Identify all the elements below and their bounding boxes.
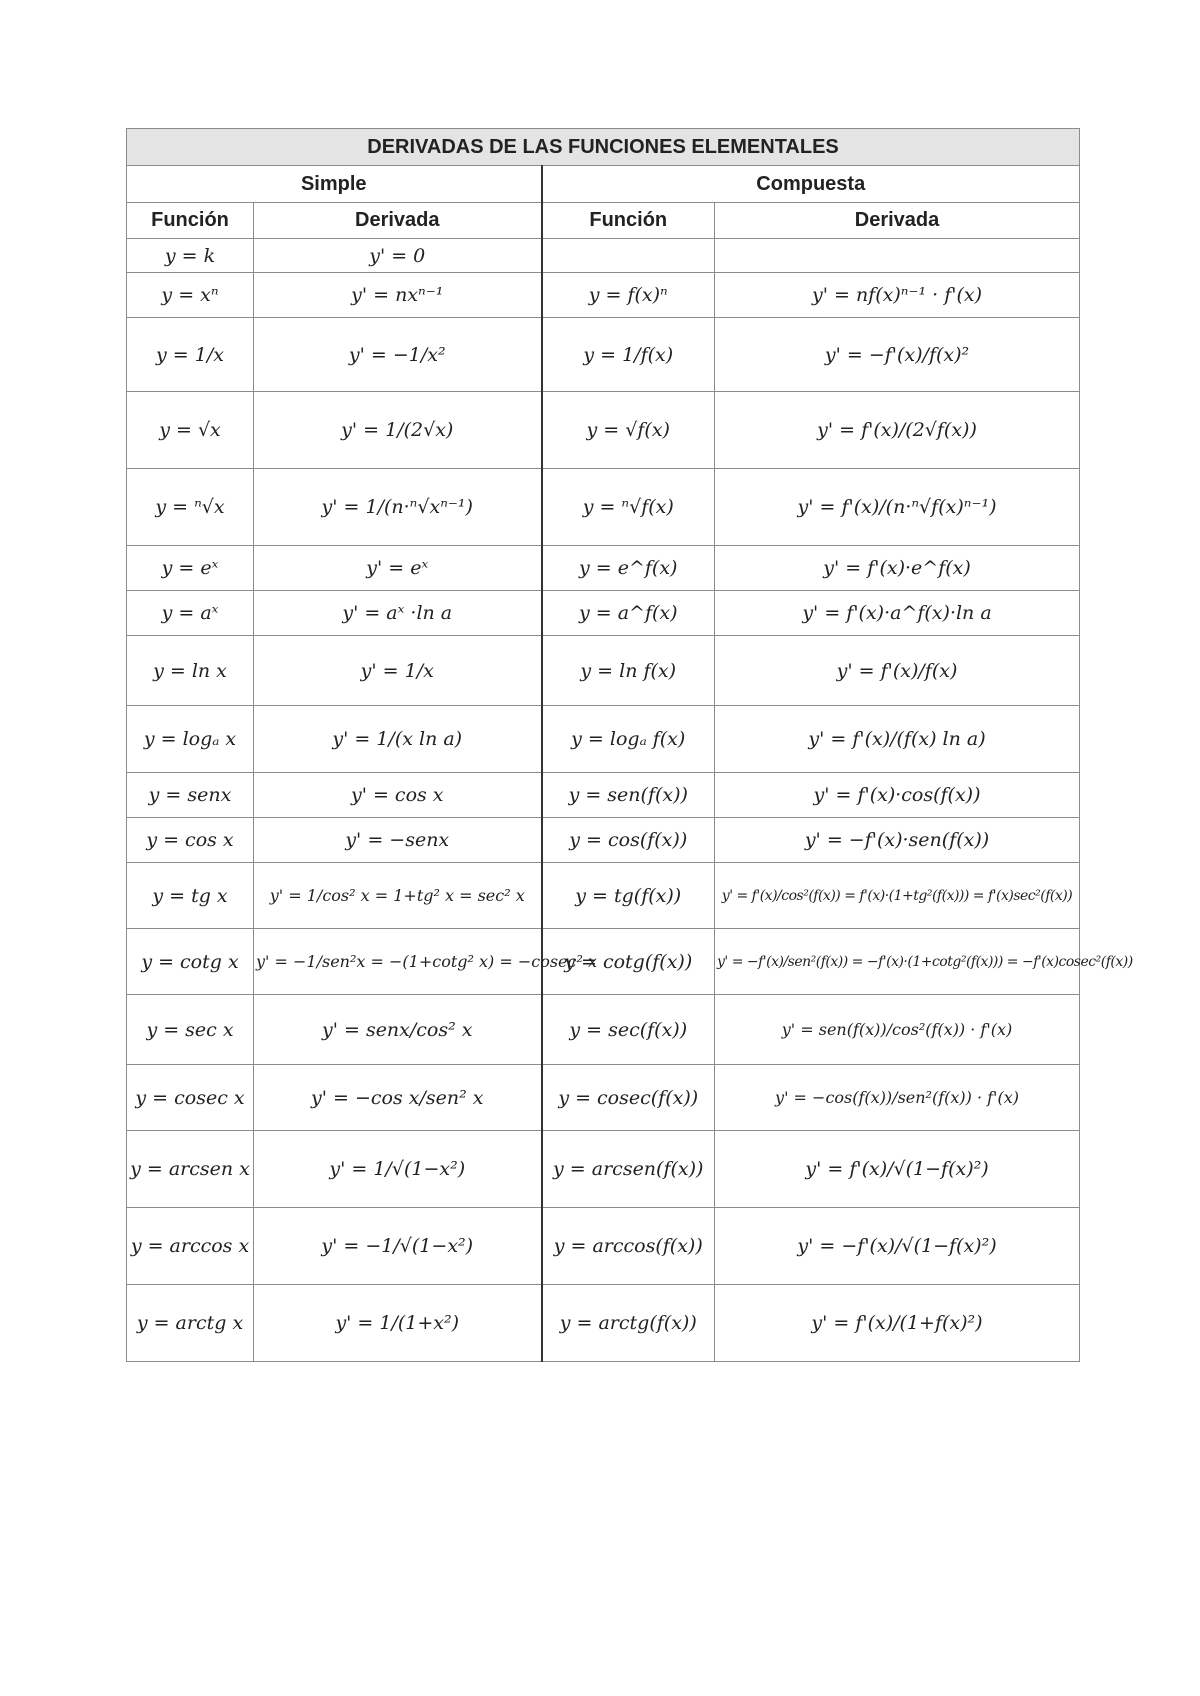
cell-compuesta-funcion: y = e^f(x) — [542, 546, 715, 591]
cell-compuesta-funcion: y = arcsen(f(x)) — [542, 1131, 715, 1208]
cell-compuesta-funcion — [542, 239, 715, 273]
table-row — [127, 929, 1080, 995]
cell-simple-funcion: y = arcsen x — [127, 1131, 254, 1208]
cell-simple-funcion: y = logₐ x — [127, 706, 254, 773]
cell-simple-derivada: y' = −1/sen²x = −(1+cotg² x) = −cosec² x — [254, 929, 542, 995]
group-simple: Simple — [127, 166, 542, 203]
cell-compuesta-funcion: y = √f(x) — [542, 392, 715, 469]
col-header-simple-funcion: Función — [127, 203, 254, 239]
col-header-compuesta-funcion: Función — [542, 203, 715, 239]
table-row — [127, 591, 1080, 636]
col-header-simple-derivada: Derivada — [254, 203, 542, 239]
cell-compuesta-funcion: y = f(x)ⁿ — [542, 273, 715, 318]
cell-compuesta-derivada: y' = −f'(x)/f(x)² — [715, 318, 1080, 392]
cell-simple-derivada: y' = 1/√(1−x²) — [254, 1131, 542, 1208]
table-row — [127, 546, 1080, 591]
cell-simple-funcion: y = eˣ — [127, 546, 254, 591]
cell-compuesta-derivada: y' = f'(x)/(f(x) ln a) — [715, 706, 1080, 773]
cell-compuesta-funcion: y = cosec(f(x)) — [542, 1065, 715, 1131]
cell-simple-funcion: y = aˣ — [127, 591, 254, 636]
cell-simple-funcion: y = arctg x — [127, 1285, 254, 1362]
cell-simple-derivada: y' = 1/(n·ⁿ√xⁿ⁻¹) — [254, 469, 542, 546]
group-compuesta: Compuesta — [542, 166, 1080, 203]
cell-compuesta-funcion: y = logₐ f(x) — [542, 706, 715, 773]
cell-compuesta-funcion: y = arctg(f(x)) — [542, 1285, 715, 1362]
cell-compuesta-derivada: y' = nf(x)ⁿ⁻¹ · f'(x) — [715, 273, 1080, 318]
cell-compuesta-derivada: y' = f'(x)·cos(f(x)) — [715, 773, 1080, 818]
cell-compuesta-derivada: y' = −f'(x)·sen(f(x)) — [715, 818, 1080, 863]
derivatives-sheet — [126, 128, 1133, 1362]
table-row — [127, 1131, 1080, 1208]
cell-simple-derivada: y' = 0 — [254, 239, 542, 273]
cell-compuesta-funcion: y = sec(f(x)) — [542, 995, 715, 1065]
cell-simple-funcion: y = √x — [127, 392, 254, 469]
table-row — [127, 818, 1080, 863]
col-header-compuesta-derivada: Derivada — [715, 203, 1080, 239]
table-row — [127, 273, 1080, 318]
cell-simple-funcion: y = sec x — [127, 995, 254, 1065]
table-title-row — [127, 129, 1080, 166]
group-header-row — [127, 166, 1080, 203]
cell-compuesta-derivada: y' = f'(x)/cos²(f(x)) = f'(x)·(1+tg²(f(x))) = f'(x)sec²(f(x)) — [715, 863, 1080, 929]
cell-simple-derivada: y' = 1/cos² x = 1+tg² x = sec² x — [254, 863, 542, 929]
cell-simple-funcion: y = ln x — [127, 636, 254, 706]
table-row — [127, 863, 1080, 929]
table-row — [127, 773, 1080, 818]
cell-simple-derivada: y' = eˣ — [254, 546, 542, 591]
cell-simple-derivada: y' = 1/(2√x) — [254, 392, 542, 469]
cell-compuesta-funcion: y = a^f(x) — [542, 591, 715, 636]
cell-compuesta-funcion: y = tg(f(x)) — [542, 863, 715, 929]
cell-simple-derivada: y' = −1/x² — [254, 318, 542, 392]
cell-compuesta-funcion: y = cotg(f(x)) — [542, 929, 715, 995]
cell-simple-derivada: y' = senx/cos² x — [254, 995, 542, 1065]
cell-simple-derivada: y' = −senx — [254, 818, 542, 863]
table-row — [127, 318, 1080, 392]
cell-compuesta-derivada: y' = f'(x)/(n·ⁿ√f(x)ⁿ⁻¹) — [715, 469, 1080, 546]
table-row — [127, 392, 1080, 469]
cell-simple-derivada: y' = aˣ ·ln a — [254, 591, 542, 636]
cell-simple-derivada: y' = 1/(x ln a) — [254, 706, 542, 773]
cell-compuesta-funcion: y = sen(f(x)) — [542, 773, 715, 818]
column-header-row — [127, 203, 1080, 239]
cell-compuesta-funcion: y = ⁿ√f(x) — [542, 469, 715, 546]
cell-compuesta-derivada: y' = f'(x)/f(x) — [715, 636, 1080, 706]
cell-compuesta-derivada — [715, 239, 1080, 273]
cell-simple-funcion: y = cosec x — [127, 1065, 254, 1131]
table-row — [127, 1285, 1080, 1362]
table-row — [127, 706, 1080, 773]
cell-simple-funcion: y = xⁿ — [127, 273, 254, 318]
cell-simple-funcion: y = cos x — [127, 818, 254, 863]
cell-simple-funcion: y = tg x — [127, 863, 254, 929]
cell-compuesta-funcion: y = cos(f(x)) — [542, 818, 715, 863]
cell-compuesta-derivada: y' = sen(f(x))/cos²(f(x)) · f'(x) — [715, 995, 1080, 1065]
cell-compuesta-derivada: y' = f'(x)/(1+f(x)²) — [715, 1285, 1080, 1362]
cell-compuesta-derivada: y' = f'(x)/√(1−f(x)²) — [715, 1131, 1080, 1208]
cell-simple-derivada: y' = cos x — [254, 773, 542, 818]
cell-simple-funcion: y = k — [127, 239, 254, 273]
table-row — [127, 1208, 1080, 1285]
table-title: DERIVADAS DE LAS FUNCIONES ELEMENTALES — [127, 129, 1080, 166]
cell-compuesta-funcion: y = arccos(f(x)) — [542, 1208, 715, 1285]
cell-compuesta-funcion: y = 1/f(x) — [542, 318, 715, 392]
cell-simple-funcion: y = arccos x — [127, 1208, 254, 1285]
cell-simple-derivada: y' = 1/(1+x²) — [254, 1285, 542, 1362]
cell-simple-funcion: y = ⁿ√x — [127, 469, 254, 546]
table-row — [127, 995, 1080, 1065]
cell-compuesta-derivada: y' = −f'(x)/sen²(f(x)) = −f'(x)·(1+cotg²(f(x))) = −f'(x)cosec²(f(x)) — [715, 929, 1080, 995]
cell-simple-derivada: y' = −1/√(1−x²) — [254, 1208, 542, 1285]
table-row — [127, 239, 1080, 273]
table-row — [127, 636, 1080, 706]
cell-simple-funcion: y = 1/x — [127, 318, 254, 392]
cell-compuesta-derivada: y' = f'(x)/(2√f(x)) — [715, 392, 1080, 469]
derivatives-table — [126, 128, 1133, 1362]
cell-compuesta-derivada: y' = f'(x)·a^f(x)·ln a — [715, 591, 1080, 636]
cell-compuesta-funcion: y = ln f(x) — [542, 636, 715, 706]
cell-compuesta-derivada: y' = −cos(f(x))/sen²(f(x)) · f'(x) — [715, 1065, 1080, 1131]
cell-compuesta-derivada: y' = −f'(x)/√(1−f(x)²) — [715, 1208, 1080, 1285]
table-row — [127, 1065, 1080, 1131]
cell-simple-funcion: y = cotg x — [127, 929, 254, 995]
table-row — [127, 469, 1080, 546]
cell-simple-funcion: y = senx — [127, 773, 254, 818]
cell-simple-derivada: y' = −cos x/sen² x — [254, 1065, 542, 1131]
cell-simple-derivada: y' = 1/x — [254, 636, 542, 706]
cell-simple-derivada: y' = nxⁿ⁻¹ — [254, 273, 542, 318]
cell-compuesta-derivada: y' = f'(x)·e^f(x) — [715, 546, 1080, 591]
